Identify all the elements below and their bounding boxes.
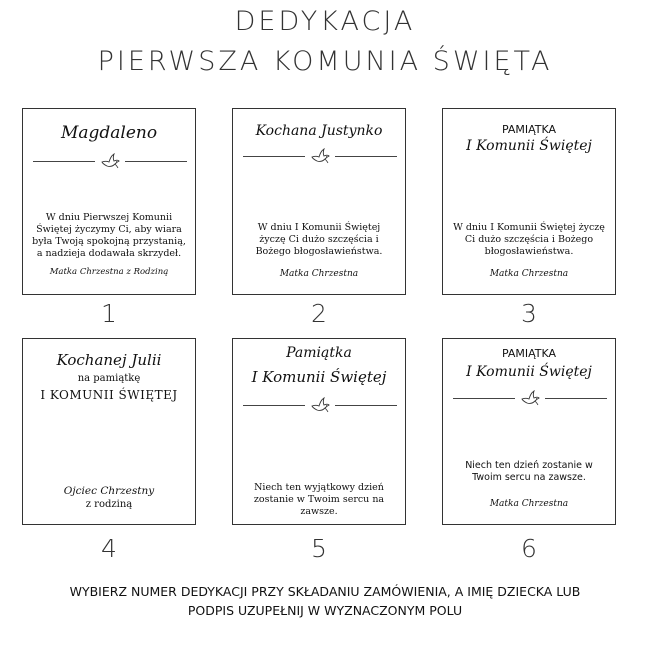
- card-heading: Magdaleno: [60, 123, 158, 143]
- dedication-card-6[interactable]: [442, 338, 616, 525]
- card-body: W dniu I Komunii Świętej życzę Ci dużo szczęścia i Bożego błogosławieństwa.: [453, 222, 605, 257]
- card-heading: Kochanej Julii: [56, 351, 162, 369]
- card-signature: Matka Chrzestna: [489, 269, 569, 279]
- dove-icon: [100, 153, 120, 169]
- card-number-2: 2: [311, 299, 327, 328]
- card-signature-sub: z rodziną: [85, 499, 133, 510]
- dedication-card-3[interactable]: [442, 108, 616, 295]
- card-body: Niech ten dzień zostanie w Twoim sercu na zawsze.: [465, 460, 593, 483]
- card-number-3: 3: [521, 299, 537, 328]
- card-body: W dniu I Komunii Świętej życzę Ci dużo szczęścia i Bożego błogosławieństwa.: [255, 222, 383, 257]
- card-number-6: 6: [521, 534, 537, 563]
- dedication-card-1[interactable]: [22, 108, 196, 295]
- card-signature: Ojciec Chrzestny: [63, 485, 155, 497]
- dove-icon: [310, 397, 330, 413]
- instructions-line-1: WYBIERZ NUMER DEDYKACJI PRZY SKŁADANIU ZAMÓWIENIA, A IMIĘ DZIECKA LUB: [69, 584, 581, 599]
- card-heading: I Komunii Świętej: [251, 368, 387, 386]
- card-heading-top: Pamiątka: [286, 345, 352, 361]
- card-subtitle: na pamiątkę: [77, 373, 141, 384]
- card-body: Niech ten wyjątkowy dzień zostanie w Twoim sercu na zawsze.: [253, 482, 385, 517]
- card-heading: I Komunii Świętej: [466, 364, 592, 380]
- dove-divider: [243, 148, 397, 164]
- page-title-line-2: PIERWSZA KOMUNIA ŚWIĘTA: [97, 46, 553, 77]
- dove-icon: [310, 148, 330, 164]
- dove-icon: [520, 390, 540, 406]
- dove-divider: [33, 153, 187, 169]
- dedication-card-5[interactable]: [232, 338, 406, 525]
- card-body: W dniu Pierwszej Komunii Świętej życzymy Ci, aby wiara była Twoją spokojną przystanią, a nadzieja dodawała skrzydeł.: [32, 212, 186, 259]
- dedication-card-2[interactable]: [232, 108, 406, 295]
- card-subtitle-bold: I KOMUNII ŚWIĘTEJ: [40, 388, 178, 402]
- instructions-line-2: PODPIS UZUPEŁNIJ W WYZNACZONYM POLU: [187, 603, 463, 618]
- card-number-1: 1: [101, 299, 117, 328]
- card-heading: I Komunii Świętej: [466, 138, 592, 154]
- page-title-line-1: DEDYKACJA: [234, 6, 416, 37]
- card-number-5: 5: [311, 534, 327, 563]
- card-heading-top: PAMIĄTKA: [501, 347, 557, 360]
- card-signature: Matka Chrzestna: [279, 269, 359, 279]
- dove-divider: [243, 397, 397, 413]
- dedication-card-4[interactable]: [22, 338, 196, 525]
- card-heading: Kochana Justynko: [255, 123, 383, 139]
- card-signature: Matka Chrzestna z Rodziną: [49, 267, 169, 277]
- card-heading-top: PAMIĄTKA: [501, 123, 557, 136]
- card-signature: Matka Chrzestna: [489, 499, 569, 509]
- dove-divider: [453, 390, 607, 406]
- card-number-4: 4: [101, 534, 117, 563]
